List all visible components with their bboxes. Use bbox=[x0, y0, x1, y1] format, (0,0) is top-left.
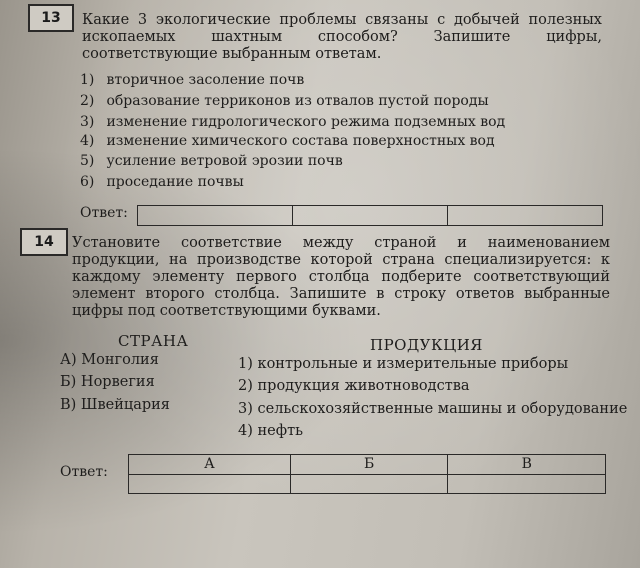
answer-column-b: Б bbox=[290, 455, 448, 475]
q13-option-text: изменение химического состава поверхностных вод bbox=[106, 133, 495, 149]
q14-answer-table bbox=[128, 454, 606, 494]
q14-answer-label: Ответ: bbox=[60, 464, 108, 480]
question-14-number: 14 bbox=[20, 228, 68, 256]
q13-option-text: изменение гидрологического режима подземных вод bbox=[106, 114, 506, 130]
product-item-1 bbox=[238, 356, 568, 372]
country-item-b bbox=[60, 374, 155, 390]
product-number: 3) bbox=[238, 401, 253, 417]
product-text: продукция животноводства bbox=[257, 378, 470, 394]
q13-option-number: 5) bbox=[80, 153, 95, 169]
q13-answer-cell-3[interactable] bbox=[448, 206, 602, 225]
q13-answer-label: Ответ: bbox=[80, 205, 128, 221]
product-item-3 bbox=[238, 401, 627, 417]
country-key: Б) bbox=[60, 374, 77, 390]
q13-option-number: 6) bbox=[80, 174, 95, 190]
answer-column-a: А bbox=[129, 455, 291, 475]
q13-option-text: образование терриконов из отвалов пустой породы bbox=[106, 93, 489, 109]
q13-option-5 bbox=[80, 151, 343, 171]
answer-cell-a[interactable] bbox=[129, 474, 291, 494]
answer-input-row bbox=[129, 474, 606, 494]
q13-answer-field[interactable] bbox=[137, 205, 603, 226]
q13-answer-cell-1[interactable] bbox=[138, 206, 293, 225]
product-column-header: ПРОДУКЦИЯ bbox=[370, 336, 483, 354]
answer-header-row bbox=[129, 455, 606, 475]
country-item-v bbox=[60, 397, 170, 413]
country-key: В) bbox=[60, 397, 77, 413]
q13-option-3 bbox=[80, 112, 505, 132]
product-item-4 bbox=[238, 423, 303, 439]
q13-option-6 bbox=[80, 172, 244, 192]
country-item-a bbox=[60, 352, 159, 368]
country-name: Швейцария bbox=[80, 397, 170, 413]
q13-option-number: 1) bbox=[80, 72, 95, 88]
q13-option-text: усиление ветровой эрозии почв bbox=[106, 153, 343, 169]
answer-column-v: В bbox=[448, 455, 606, 475]
question-14-text: Установите соответствие между страной и наименованием продукции, на производстве которой страна специализируется: к каждому элементу первого столбца подберите соответствующий элемент второго столбца. Запишите в строку ответов выбранные цифры под соответствующими буквами. bbox=[72, 235, 610, 319]
product-text: нефть bbox=[257, 423, 304, 439]
q13-answer-cell-2[interactable] bbox=[293, 206, 448, 225]
country-name: Норвегия bbox=[80, 374, 155, 390]
q13-option-number: 3) bbox=[80, 114, 95, 130]
product-text: контрольные и измерительные приборы bbox=[257, 356, 569, 372]
question-13-number: 13 bbox=[28, 4, 74, 32]
question-13-text: Какие 3 экологические проблемы связаны с добычей полезных ископаемых шахтным способом? Запишите цифры, соответствующие выбранным ответам. bbox=[82, 12, 602, 62]
country-name: Монголия bbox=[81, 352, 159, 368]
product-number: 1) bbox=[238, 356, 253, 372]
q13-option-text: проседание почвы bbox=[106, 174, 244, 190]
q13-option-1 bbox=[80, 70, 304, 90]
answer-cell-v[interactable] bbox=[448, 474, 606, 494]
product-number: 4) bbox=[238, 423, 253, 439]
q13-option-text: вторичное засоление почв bbox=[106, 72, 305, 88]
product-text: сельскохозяйственные машины и оборудование bbox=[257, 401, 628, 417]
product-item-2 bbox=[238, 378, 470, 394]
q13-option-4 bbox=[80, 131, 495, 151]
country-column-header: СТРАНА bbox=[118, 332, 189, 350]
q13-option-number: 2) bbox=[80, 93, 95, 109]
answer-cell-b[interactable] bbox=[290, 474, 448, 494]
q13-option-2 bbox=[80, 91, 489, 111]
product-number: 2) bbox=[238, 378, 253, 394]
country-key: А) bbox=[60, 352, 77, 368]
q13-option-number: 4) bbox=[80, 133, 95, 149]
